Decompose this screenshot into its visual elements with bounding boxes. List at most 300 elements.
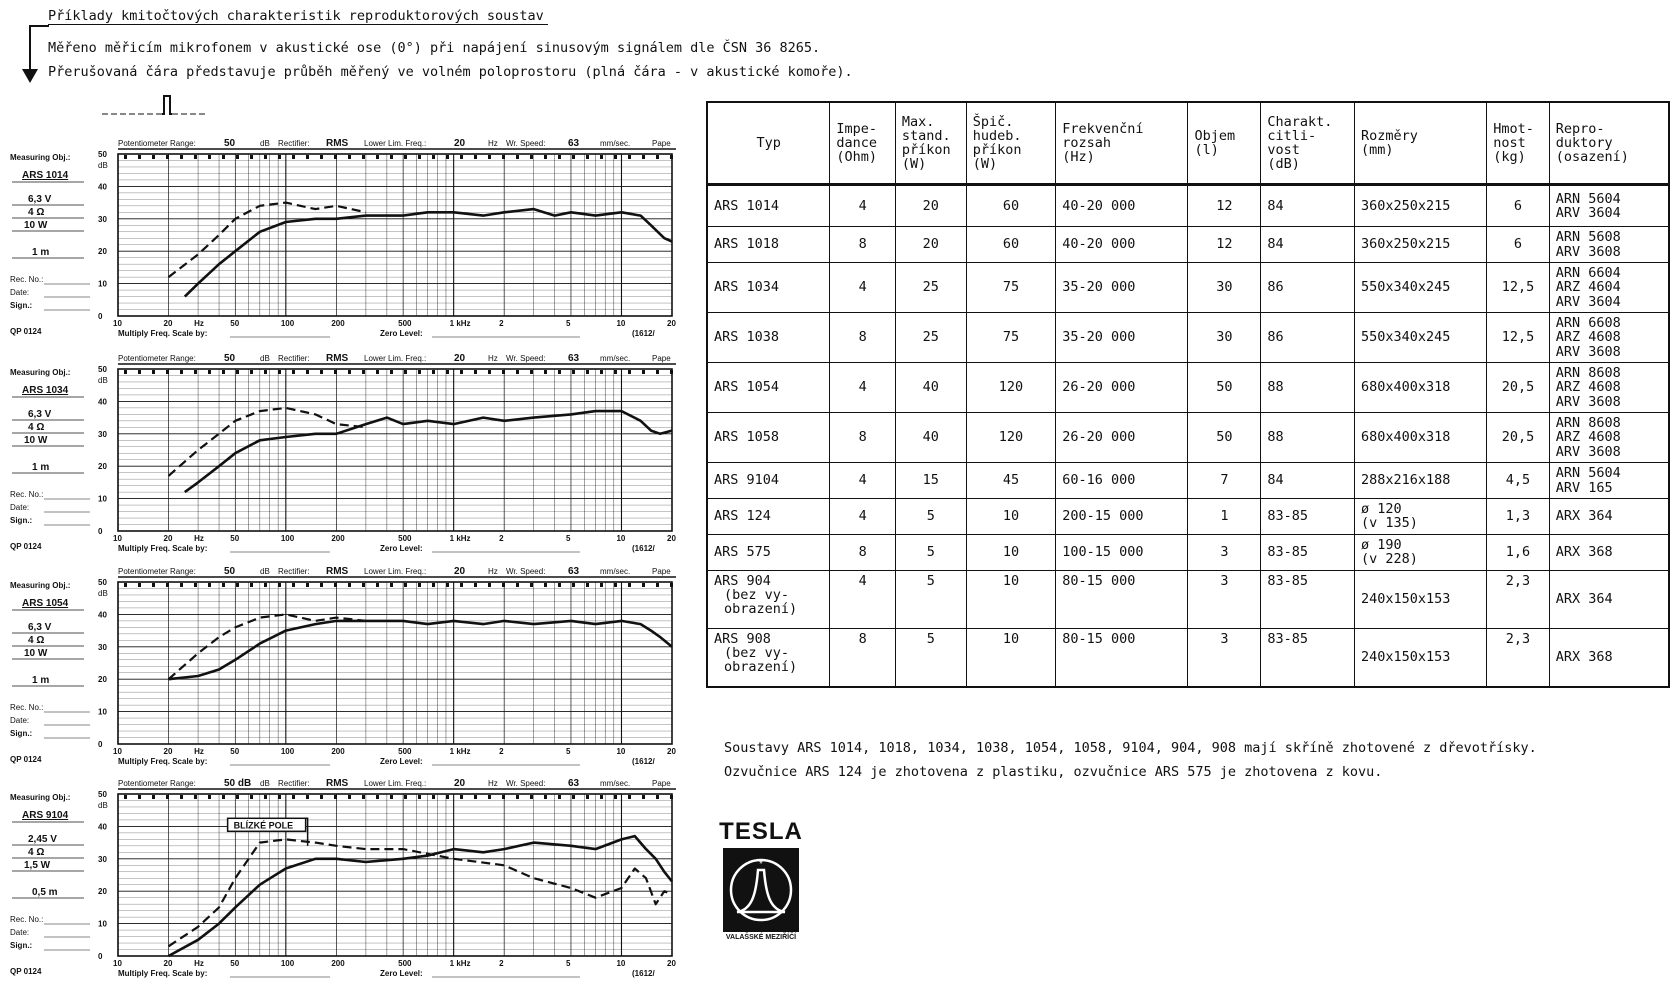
cell-obj: 30 <box>1188 263 1261 313</box>
tick-mark <box>208 155 211 159</box>
tick-mark <box>152 795 155 799</box>
chart-label: 2 <box>499 319 504 328</box>
chart-label: Lower Lim. Freq.: <box>364 354 427 363</box>
chart-label: (1612/ <box>632 544 655 553</box>
column-header-line: duktory <box>1555 134 1613 151</box>
cell-line: ARX 364 <box>1555 508 1613 525</box>
tick-mark <box>432 155 435 159</box>
tick-mark <box>474 583 477 587</box>
chart-label: 4 Ω <box>28 635 45 646</box>
chart-label: Multiply Freq. Scale by: <box>118 969 208 978</box>
tick-mark <box>292 155 295 159</box>
cell-obj: 1 <box>1188 499 1261 535</box>
cell-max: 20 <box>895 185 966 227</box>
tick-mark <box>124 583 127 587</box>
tick-mark <box>166 795 169 799</box>
chart-label: 40 <box>98 397 107 407</box>
tick-mark <box>152 583 155 587</box>
cell-imp: 4 <box>830 499 896 535</box>
table-row <box>707 227 1669 263</box>
chart-label: ARS 1014 <box>22 170 69 181</box>
frequency-chart <box>0 353 680 563</box>
note-line-2: Ozvučnice ARS 124 je zhotovena z plastiku, ozvučnice ARS 575 je zhotovena z kovu. <box>724 764 1383 780</box>
tick-mark <box>320 583 323 587</box>
page-title: Příklady kmitočtových charakteristik reproduktorových soustav <box>48 8 548 25</box>
chart-label: 20 <box>454 353 466 364</box>
cell-line: 360x250x215 <box>1361 236 1451 253</box>
tick-mark <box>488 370 491 374</box>
cell-typ <box>707 571 830 629</box>
chart-label: Potentiometer Range: <box>118 567 196 576</box>
cell-imp: 4 <box>830 463 896 499</box>
tick-mark <box>600 370 603 374</box>
spec-table <box>706 101 1670 688</box>
chart-label: Wr. Speed: <box>506 567 546 576</box>
tick-mark <box>614 155 617 159</box>
chart-label: Date: <box>10 288 30 297</box>
frequency-chart <box>0 138 680 348</box>
cell-line: ARN 5608 <box>1555 229 1621 246</box>
cell-spic: 75 <box>966 313 1056 363</box>
chart-label: 200 <box>331 747 345 756</box>
tick-mark <box>502 155 505 159</box>
cell-roz <box>1355 463 1487 499</box>
tick-mark <box>334 155 337 159</box>
chart-label: 20 <box>163 747 173 756</box>
tick-mark <box>222 583 225 587</box>
tick-mark <box>614 795 617 799</box>
chart-label: 50 <box>230 319 240 328</box>
chart-label: QP 0124 <box>10 967 42 976</box>
cell-hm: 20,5 <box>1487 363 1549 413</box>
chart-label: 0,5 m <box>32 887 58 898</box>
cell-obj: 30 <box>1188 313 1261 363</box>
cell-line: 360x250x215 <box>1361 197 1451 214</box>
tick-mark <box>376 795 379 799</box>
chart-label: 63 <box>568 778 580 789</box>
cell-line: ARX 368 <box>1555 649 1613 666</box>
tick-mark <box>390 795 393 799</box>
chart-label: ARS 1054 <box>22 598 69 609</box>
cell-hm: 6 <box>1487 185 1549 227</box>
signal-marker-icon <box>100 90 210 118</box>
cell-typ <box>707 227 830 263</box>
tick-mark <box>124 795 127 799</box>
tick-mark <box>544 795 547 799</box>
tick-mark <box>474 370 477 374</box>
tick-mark <box>502 795 505 799</box>
cell-typ <box>707 185 830 227</box>
column-header-line: citli- <box>1267 127 1317 144</box>
frequency-chart-svg <box>0 566 680 771</box>
tick-mark <box>194 155 197 159</box>
chart-label: 30 <box>98 214 107 224</box>
tick-mark <box>530 370 533 374</box>
tick-mark <box>390 583 393 587</box>
column-header-line: vost <box>1267 142 1300 158</box>
chart-label: QP 0124 <box>10 755 42 764</box>
tick-mark <box>418 370 421 374</box>
chart-label: Rectifier: <box>278 567 310 576</box>
cell-line: ARN 8608 <box>1555 415 1621 432</box>
chart-label: 20 <box>454 138 466 149</box>
cell-cit: 88 <box>1261 413 1355 463</box>
chart-label: 10 <box>616 534 626 543</box>
chart-label: dB <box>98 161 108 170</box>
tick-mark <box>222 155 225 159</box>
tick-mark <box>320 155 323 159</box>
column-header-line: (Ohm) <box>836 149 877 166</box>
chart-label: Lower Lim. Freq.: <box>364 139 427 148</box>
chart-label: 20 <box>667 319 676 328</box>
tick-mark <box>586 370 589 374</box>
chart-label: 20 <box>454 778 466 789</box>
arrow-icon-stem <box>29 25 31 75</box>
cell-line: obrazení) <box>724 601 798 618</box>
tick-mark <box>306 370 309 374</box>
cell-cit: 84 <box>1261 185 1355 227</box>
cell-obj: 3 <box>1188 535 1261 571</box>
tick-mark <box>180 370 183 374</box>
cell-obj: 12 <box>1188 185 1261 227</box>
tick-mark <box>628 155 631 159</box>
chart-label: 5 <box>565 534 571 543</box>
cell-line: ARZ 4608 <box>1555 379 1621 396</box>
tick-mark <box>628 370 631 374</box>
cell-hm: 12,5 <box>1487 263 1549 313</box>
column-header-line: Charakt. <box>1267 113 1333 130</box>
tick-mark <box>264 583 267 587</box>
cell-line: 550x340x245 <box>1361 329 1451 346</box>
tick-mark <box>600 795 603 799</box>
chart-label: dB <box>98 376 108 385</box>
cell-roz <box>1355 363 1487 413</box>
chart-label: mm/sec. <box>600 139 631 148</box>
chart-label: Zero Level: <box>380 544 423 553</box>
cell-line: 240x150x153 <box>1361 649 1451 666</box>
cell-line: 550x340x245 <box>1361 279 1451 296</box>
tick-mark <box>306 583 309 587</box>
arrow-down-icon <box>22 69 38 83</box>
cell-imp: 4 <box>830 363 896 413</box>
cell-roz <box>1355 263 1487 313</box>
chart-label: 100 <box>280 534 295 543</box>
chart-label: 10 <box>616 747 626 756</box>
table-row <box>707 629 1669 687</box>
chart-label: 100 <box>280 959 295 968</box>
cell-line: ARV 3604 <box>1555 293 1621 310</box>
tick-mark <box>208 370 211 374</box>
tick-mark <box>544 583 547 587</box>
chart-label: Pape <box>652 779 671 788</box>
cell-frek: 80-15 000 <box>1056 571 1188 629</box>
cell-line: (bez vy- <box>724 645 790 662</box>
tick-mark <box>642 155 645 159</box>
chart-label: 2 <box>499 959 504 968</box>
cell-line: ARS 1054 <box>714 379 780 396</box>
chart-label: Wr. Speed: <box>506 139 546 148</box>
tick-mark <box>432 583 435 587</box>
cell-line: ARS 1058 <box>714 429 780 446</box>
chart-label: 30 <box>98 642 107 652</box>
cell-rep <box>1549 185 1669 227</box>
chart-label: 1 kHz <box>449 747 471 756</box>
cell-frek: 80-15 000 <box>1056 629 1188 687</box>
chart-label: Hz <box>194 319 204 328</box>
chart-label: 10 <box>113 534 122 543</box>
tick-mark <box>572 583 575 587</box>
tick-mark <box>446 155 449 159</box>
tick-mark <box>460 370 463 374</box>
tick-mark <box>292 370 295 374</box>
column-header-line: (l) <box>1194 142 1219 158</box>
chart-label: 5 <box>565 319 571 328</box>
chart-label: 10 <box>98 494 107 504</box>
chart-label: RMS <box>326 778 349 789</box>
chart-label: 10 <box>98 707 107 717</box>
tick-mark <box>278 795 281 799</box>
tick-mark <box>488 795 491 799</box>
cell-obj: 12 <box>1188 227 1261 263</box>
cell-roz <box>1355 629 1487 687</box>
column-header-line: (W) <box>972 156 998 173</box>
tick-mark <box>404 155 407 159</box>
cell-line: ø 120 <box>1361 501 1402 517</box>
tick-mark <box>278 583 281 587</box>
tick-mark <box>404 795 407 799</box>
tick-mark <box>446 583 449 587</box>
chart-label: 0 <box>98 527 103 536</box>
cell-cit: 84 <box>1261 463 1355 499</box>
tick-mark <box>488 155 491 159</box>
cell-roz <box>1355 499 1487 535</box>
tick-mark <box>558 370 561 374</box>
chart-label: Sign.: <box>10 729 33 738</box>
tick-mark <box>376 155 379 159</box>
tick-mark <box>236 583 239 587</box>
tick-mark <box>194 370 197 374</box>
table-row <box>707 313 1669 363</box>
chart-label: 4 Ω <box>28 207 45 218</box>
cell-max: 20 <box>895 227 966 263</box>
tick-mark <box>460 795 463 799</box>
cell-cit: 83-85 <box>1261 499 1355 535</box>
cell-line: ARS 1038 <box>714 329 780 346</box>
chart-label: 2,45 V <box>28 834 57 845</box>
cell-line: ARX 368 <box>1555 544 1613 561</box>
frequency-chart-svg <box>0 353 680 558</box>
tick-mark <box>222 370 225 374</box>
tick-mark <box>292 583 295 587</box>
cell-line: (v 135) <box>1361 515 1418 532</box>
chart-label: 200 <box>331 534 345 543</box>
chart-label: mm/sec. <box>600 779 631 788</box>
column-header <box>1056 102 1188 185</box>
chart-label: Sign.: <box>10 301 33 310</box>
column-header-line: Max. <box>901 113 935 130</box>
cell-line: ARV 3608 <box>1555 393 1621 410</box>
tick-mark <box>418 795 421 799</box>
cell-obj: 50 <box>1188 363 1261 413</box>
column-header-line: (dB) <box>1267 156 1300 173</box>
frequency-chart-svg <box>0 138 680 343</box>
tick-mark <box>278 155 281 159</box>
tick-mark <box>124 370 127 374</box>
tick-mark <box>320 370 323 374</box>
tick-mark <box>642 795 645 799</box>
arrow-icon-top <box>29 25 49 27</box>
chart-label: Rec. No.: <box>10 915 44 924</box>
cell-line: (v 228) <box>1361 551 1418 568</box>
tick-mark <box>656 795 659 799</box>
chart-label: 50 <box>98 578 107 587</box>
response-curve-solid <box>169 836 673 956</box>
cell-cit: 86 <box>1261 313 1355 363</box>
tick-mark <box>236 155 239 159</box>
chart-label: 50 <box>224 353 236 364</box>
tick-mark <box>446 370 449 374</box>
column-header-line: (mm) <box>1361 142 1394 158</box>
header-line-1: Měřeno měřicím mikrofonem v akustické ose (0°) při napájení sinusovým signálem dle ČSN 36 8265. <box>48 40 821 56</box>
tick-mark <box>586 583 589 587</box>
chart-label: Measuring Obj.: <box>10 368 71 377</box>
chart-label: 20 <box>667 747 676 756</box>
column-header-line: hudeb. <box>972 127 1022 144</box>
chart-label: 500 <box>398 534 412 543</box>
cell-frek: 26-20 000 <box>1056 413 1188 463</box>
chart-label: Measuring Obj.: <box>10 793 71 802</box>
chart-label: 4 Ω <box>28 847 45 858</box>
chart-label: 1 m <box>32 247 50 258</box>
chart-label: 500 <box>398 747 412 756</box>
chart-label: 100 <box>280 319 295 328</box>
chart-label: 20 <box>98 675 107 685</box>
chart-label: (1612/ <box>632 757 655 766</box>
cell-hm: 12,5 <box>1487 313 1549 363</box>
chart-label: ARS 1034 <box>22 385 69 396</box>
tick-mark <box>348 583 351 587</box>
cell-imp: 8 <box>830 313 896 363</box>
chart-label: Rectifier: <box>278 139 310 148</box>
cell-spic: 120 <box>966 363 1056 413</box>
chart-label: 50 <box>98 790 107 799</box>
chart-label: Hz <box>488 779 498 788</box>
chart-label: Rectifier: <box>278 354 310 363</box>
chart-label: 10 <box>616 959 626 968</box>
cell-frek: 40-20 000 <box>1056 227 1188 263</box>
cell-frek: 35-20 000 <box>1056 313 1188 363</box>
cell-line: ARN 6604 <box>1555 265 1621 282</box>
chart-label: 10 <box>113 747 122 756</box>
cell-hm: 2,3 <box>1487 629 1549 687</box>
tick-mark <box>124 155 127 159</box>
cell-max: 5 <box>895 571 966 629</box>
chart-label: 63 <box>568 138 580 149</box>
cell-typ <box>707 499 830 535</box>
chart-label: Hz <box>488 567 498 576</box>
chart-label: Measuring Obj.: <box>10 153 71 162</box>
chart-label: dB <box>98 589 108 598</box>
tick-mark <box>348 370 351 374</box>
tick-mark <box>138 583 141 587</box>
cell-frek: 200-15 000 <box>1056 499 1188 535</box>
column-header <box>830 102 896 185</box>
column-header <box>1188 102 1261 185</box>
table-row <box>707 185 1669 227</box>
chart-label: 50 <box>98 365 107 374</box>
chart-label: Measuring Obj.: <box>10 581 71 590</box>
chart-label: dB <box>98 801 108 810</box>
tick-mark <box>600 583 603 587</box>
response-curve-solid <box>169 621 673 679</box>
column-header-line: příkon <box>972 142 1022 158</box>
column-header-line: Špič. <box>972 113 1014 130</box>
tick-mark <box>166 370 169 374</box>
chart-label: 50 <box>224 566 236 577</box>
logo-city: VALAŠSKÉ MEZIŘÍČÍ <box>725 934 797 941</box>
chart-label: dB <box>260 779 270 788</box>
cell-cit: 88 <box>1261 363 1355 413</box>
chart-label: 50 dB <box>224 778 252 789</box>
cell-line: ARV 3608 <box>1555 443 1621 460</box>
tick-mark <box>656 583 659 587</box>
chart-label: 20 <box>98 462 107 472</box>
tick-mark <box>348 795 351 799</box>
column-header-line: (osazení) <box>1555 149 1629 166</box>
cell-rep <box>1549 263 1669 313</box>
tick-mark <box>432 370 435 374</box>
tick-mark <box>670 795 673 799</box>
column-header-line: (W) <box>901 156 927 173</box>
chart-label: 10 W <box>24 648 48 659</box>
chart-label: Multiply Freq. Scale by: <box>118 757 208 766</box>
tick-mark <box>432 795 435 799</box>
chart-label: 0 <box>98 740 103 749</box>
cell-line: ARS 1034 <box>714 279 780 296</box>
chart-label: Rectifier: <box>278 779 310 788</box>
cell-typ <box>707 535 830 571</box>
tick-mark <box>194 795 197 799</box>
tick-mark <box>152 370 155 374</box>
cell-typ <box>707 463 830 499</box>
tick-mark <box>558 155 561 159</box>
column-header-line: (Hz) <box>1062 149 1095 166</box>
cell-hm: 4,5 <box>1487 463 1549 499</box>
tick-mark <box>614 583 617 587</box>
chart-label: 63 <box>568 566 580 577</box>
tick-mark <box>334 795 337 799</box>
chart-label: 500 <box>398 319 412 328</box>
chart-label: 20 <box>163 959 173 968</box>
tick-mark <box>306 155 309 159</box>
note-line-1: Soustavy ARS 1014, 1018, 1034, 1038, 1054, 1058, 9104, 904, 908 mají skříně zhotovené z dřevotřísky. <box>724 740 1537 756</box>
column-header <box>1261 102 1355 185</box>
column-header-line: (kg) <box>1493 149 1526 166</box>
chart-label: 6,3 V <box>28 194 52 205</box>
cell-max: 40 <box>895 413 966 463</box>
tick-mark <box>516 370 519 374</box>
cell-rep <box>1549 535 1669 571</box>
tick-mark <box>264 795 267 799</box>
chart-label: Pape <box>652 567 671 576</box>
cell-line: ARS 1018 <box>714 236 780 253</box>
cell-line: 240x150x153 <box>1361 591 1451 608</box>
cell-typ <box>707 629 830 687</box>
tick-mark <box>362 155 365 159</box>
chart-label: 200 <box>331 959 345 968</box>
tick-mark <box>250 155 253 159</box>
chart-label: 200 <box>331 319 345 328</box>
